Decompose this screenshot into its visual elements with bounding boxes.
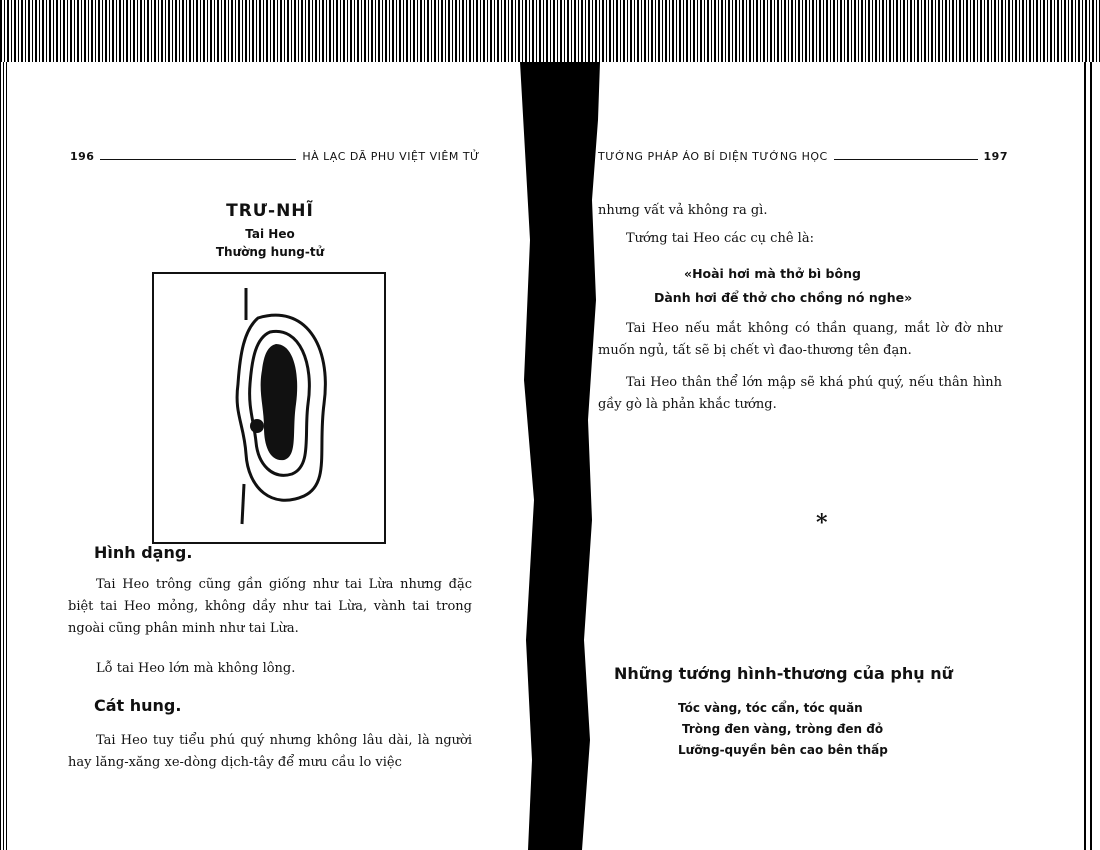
right-running-head [598, 150, 1008, 163]
ear-illustration [152, 272, 386, 544]
shape-paragraph-2: Lỗ tai Heo lớn mà không lông. [96, 661, 296, 676]
verse-line-1: «Hoài hơi mà thở bì bông [684, 266, 861, 281]
running-head-rule [834, 159, 978, 160]
pig-ear-drawing [154, 274, 384, 542]
continued-paragraph: nhưng vất vả không ra gì. [598, 203, 768, 218]
list-item: Lưỡng-quyền bên cao bên thấp [678, 743, 888, 757]
body-paragraph: Tai Heo thân thể lớn mập sẽ khá phú quý, nếu thân hình gầy gò là phản khắc tướng. [598, 375, 1002, 412]
running-head-rule [100, 159, 296, 160]
page-number: 197 [983, 150, 1008, 163]
fortune-paragraph: Tai Heo tuy tiểu phú quý nhưng không lâu dài, là người hay lăng-xăng xe-dòng dịch-tây để mưu cầu lo việc [68, 733, 472, 770]
running-title: HÀ LẠC DÃ PHU VIỆT VIÊM TỬ [302, 150, 480, 163]
chapter-subtitle: Tai Heo [245, 227, 295, 241]
shape-paragraph: Tai Heo trông cũng gần giống như tai Lừa nhưng đặc biệt tai Heo mỏng, không dầy như tai Lừa, vành tai trong ngoài cũng phân minh như tai Lừa. [68, 577, 472, 636]
saying-intro: Tướng tai Heo các cụ chê là: [626, 231, 814, 246]
left-page [60, 150, 480, 830]
chapter-subtitle-2: Thường hung-tử [215, 245, 325, 259]
verse-line-2: Dành hơi để thở cho chồng nó nghe» [654, 290, 913, 305]
list-item: Tròng đen vàng, tròng đen đỏ [682, 722, 884, 736]
trait-list [678, 698, 888, 761]
section-heading-fortune: Cát hung. [94, 696, 182, 715]
running-title: TƯỚNG PHÁP ÁO BÍ DIỆN TƯỚNG HỌC [598, 150, 828, 163]
left-running-head [70, 150, 480, 163]
section-separator: * [816, 510, 828, 536]
page-number: 196 [70, 150, 95, 163]
section-heading-shape: Hình dạng. [94, 543, 193, 562]
right-page [598, 150, 1008, 830]
chapter-title: TRƯ-NHĨ [226, 201, 314, 221]
section-heading-women: Những tướng hình-thương của phụ nữ [614, 664, 953, 683]
list-item: Tóc vàng, tóc cẩn, tóc quăn [678, 701, 863, 715]
eyes-paragraph: Tai Heo nếu mắt không có thần quang, mắt lờ đờ như muốn ngủ, tất sẽ bị chết vì đao-thương tên đạn. [598, 321, 1002, 358]
